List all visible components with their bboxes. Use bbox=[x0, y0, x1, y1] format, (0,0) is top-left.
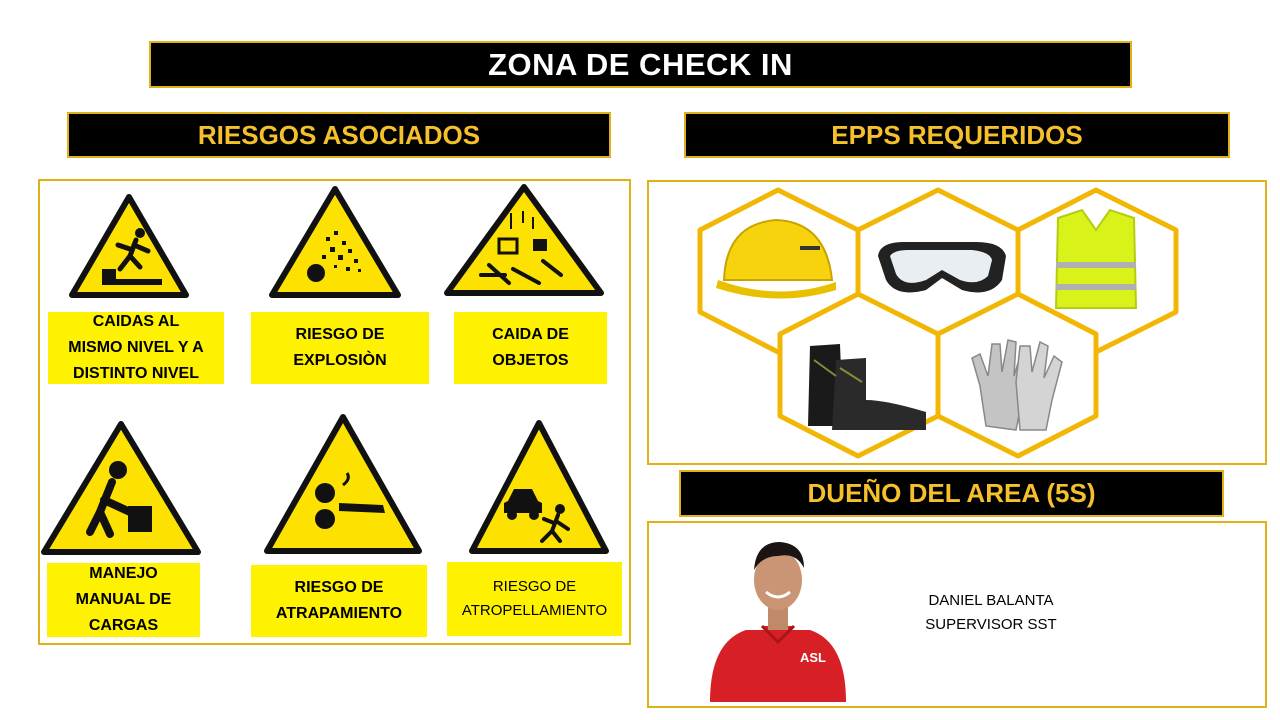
risk-label-caida-objetos: CAIDA DE OBJETOS bbox=[454, 312, 607, 384]
risk-label-atrapamiento: RIESGO DE ATRAPAMIENTO bbox=[251, 565, 427, 637]
owner-info bbox=[880, 589, 1102, 637]
shirt-logo: ASL bbox=[800, 650, 826, 665]
epps-heading: EPPS REQUERIDOS bbox=[684, 112, 1230, 158]
slip-fall-warning-icon bbox=[68, 193, 190, 299]
risk-label-manejo-cargas: MANEJO MANUAL DE CARGAS bbox=[47, 563, 200, 637]
owner-name: DANIEL BALANTA bbox=[928, 592, 1054, 609]
risk-label-atropellamiento: RIESGO DE ATROPELLAMIENTO bbox=[447, 562, 622, 636]
owner-role: SUPERVISOR SST bbox=[925, 616, 1057, 633]
page-title: ZONA DE CHECK IN bbox=[149, 41, 1132, 88]
entrapment-warning-icon bbox=[263, 413, 423, 555]
falling-objects-warning-icon bbox=[443, 183, 605, 297]
risk-label-explosion: RIESGO DE EXPLOSIÒN bbox=[251, 312, 429, 384]
vehicle-run-over-warning-icon bbox=[468, 419, 610, 555]
explosion-warning-icon bbox=[268, 185, 402, 299]
owner-heading: DUEÑO DEL AREA (5S) bbox=[679, 470, 1224, 517]
risk-label-caidas: CAIDAS AL MISMO NIVEL Y A DISTINTO NIVEL bbox=[48, 312, 224, 384]
manual-lifting-warning-icon bbox=[40, 420, 202, 556]
riesgos-heading: RIESGOS ASOCIADOS bbox=[67, 112, 611, 158]
owner-photo bbox=[706, 530, 850, 702]
epps-hexagon-grid bbox=[690, 186, 1200, 462]
